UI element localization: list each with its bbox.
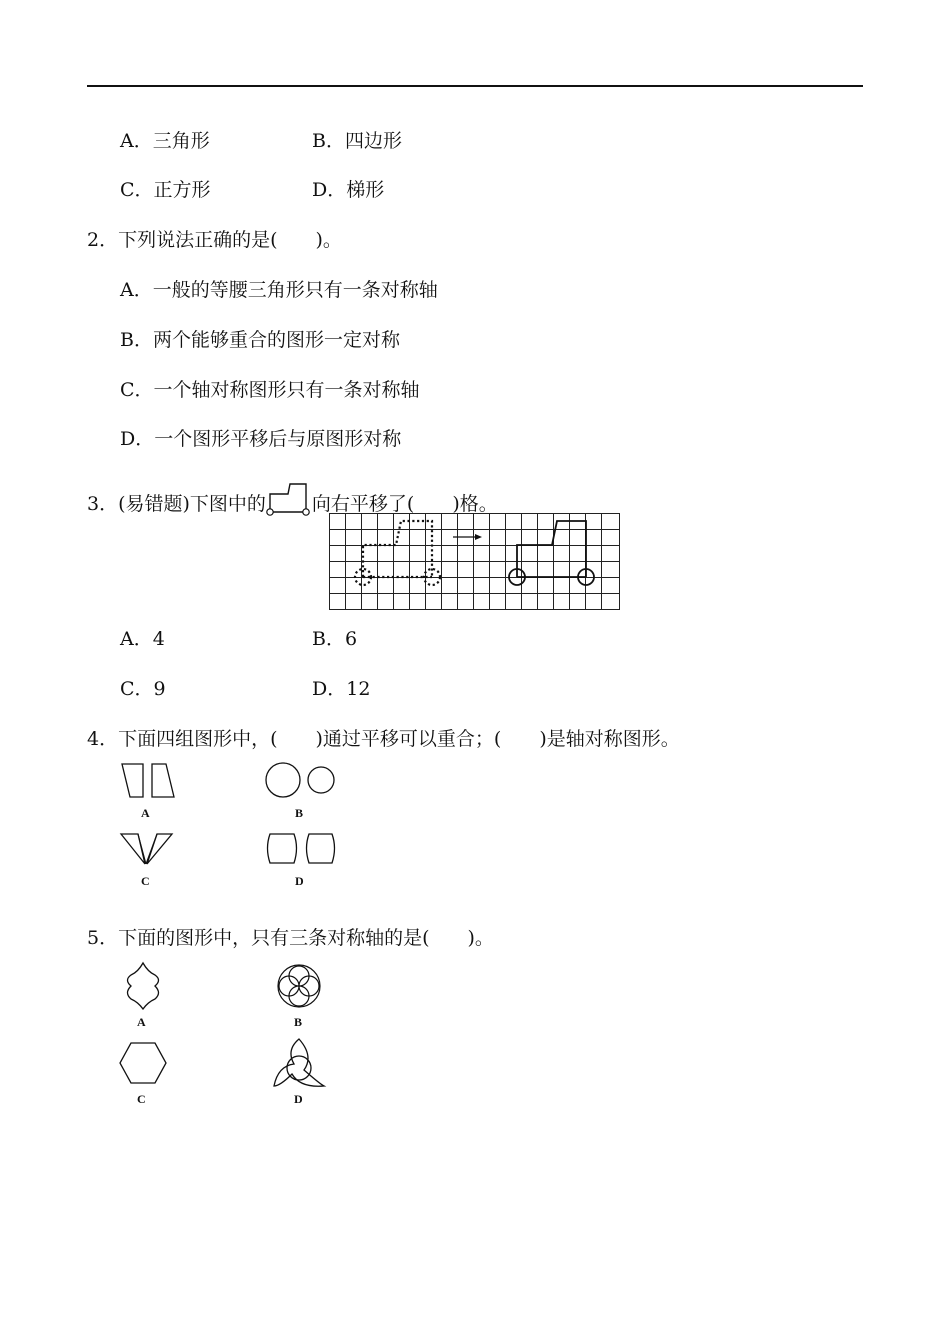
- q4-figure-b-circles: [262, 760, 340, 802]
- q4-stem-pre: 4．下面四组图形中，(: [87, 728, 278, 750]
- q4-figure-c-triangles: [118, 830, 178, 868]
- car-shape-icon: [266, 482, 312, 516]
- q4-figure-b-label: B: [295, 806, 304, 820]
- q4-stem-mid: )通过平移可以重合；(: [315, 728, 502, 750]
- q4-figure-a-label: A: [141, 806, 150, 820]
- q5-figure-d-label: D: [294, 1092, 303, 1106]
- q3-option-b[interactable]: B．6: [312, 628, 358, 650]
- header-rule: [87, 85, 863, 87]
- q3-option-c[interactable]: C．9: [120, 678, 166, 700]
- translation-grid-figure: [329, 513, 621, 611]
- q5-figure-a-label: A: [137, 1015, 146, 1029]
- q1-option-c[interactable]: C．正方形: [120, 179, 211, 201]
- q5-figure-b-circle-flower: [270, 960, 328, 1012]
- q5-figure-c-label: C: [137, 1092, 146, 1106]
- q2-option-b[interactable]: B．两个能够重合的图形一定对称: [120, 329, 400, 351]
- q4-figure-c-label: C: [141, 874, 150, 888]
- q5-figure-b-label: B: [294, 1015, 303, 1029]
- q3-stem-mid: 向右平移了(: [311, 493, 415, 515]
- q5-stem-pre: 5．下面的图形中，只有三条对称轴的是(: [87, 927, 430, 949]
- q5-figure-c-hexagon: [118, 1040, 168, 1086]
- q2-option-a[interactable]: A．一般的等腰三角形只有一条对称轴: [120, 279, 438, 301]
- q3-option-a[interactable]: A．4: [120, 628, 165, 650]
- q1-option-b[interactable]: B．四边形: [312, 130, 402, 152]
- q5-figure-a-vase: [120, 960, 166, 1012]
- q4-figure-d-barrels: [262, 830, 340, 868]
- q3-stem-post: )格。: [452, 493, 498, 515]
- q3-stem: [87, 482, 498, 516]
- q2-stem: [87, 228, 342, 252]
- q2-stem-pre: 2．下列说法正确的是(: [87, 229, 278, 251]
- q2-stem-post: )。: [315, 229, 342, 251]
- q1-option-a[interactable]: A．三角形: [120, 130, 210, 152]
- original-car-dashed: [355, 521, 440, 585]
- q3-stem-pre: 3．(易错题)下图中的: [87, 493, 266, 515]
- q2-option-c[interactable]: C．一个轴对称图形只有一条对称轴: [120, 379, 420, 401]
- q1-option-d[interactable]: D．梯形: [312, 179, 385, 201]
- q5-stem-post: )。: [467, 927, 494, 949]
- q5-stem: [87, 926, 494, 950]
- q3-option-d[interactable]: D．12: [312, 678, 371, 700]
- q4-figure-a-trapezoids: [118, 760, 178, 802]
- q4-stem-post: )是轴对称图形。: [539, 728, 680, 750]
- q4-figure-d-label: D: [295, 874, 304, 888]
- q4-stem: [87, 727, 680, 751]
- q5-figure-d-triquetra: [270, 1036, 328, 1088]
- q2-option-d[interactable]: D．一个图形平移后与原图形对称: [120, 428, 402, 450]
